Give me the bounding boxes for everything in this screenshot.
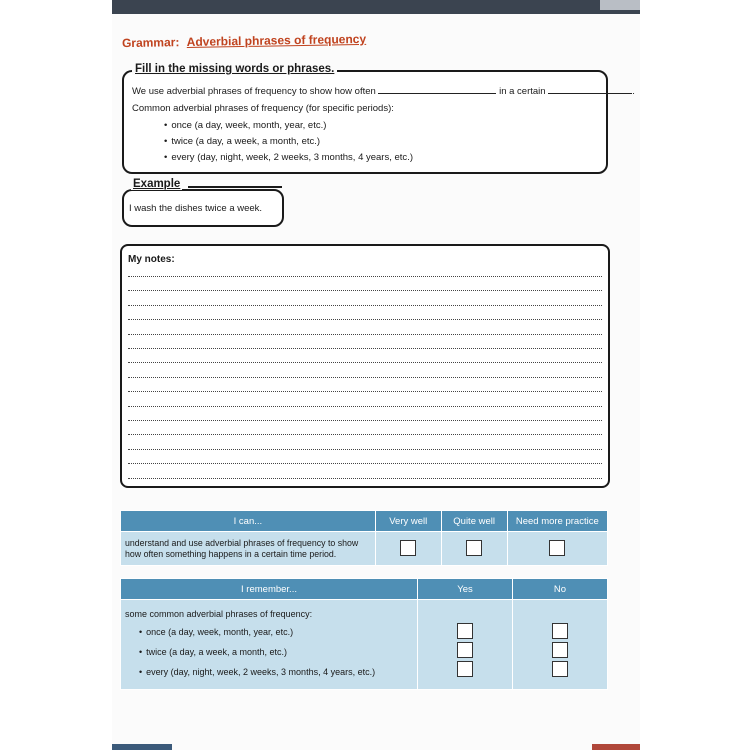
notes-line[interactable]: [128, 449, 602, 450]
header-yes: Yes: [418, 579, 513, 600]
checkbox-no-2[interactable]: [552, 642, 568, 658]
notes-line[interactable]: [128, 463, 602, 464]
notes-line[interactable]: [128, 290, 602, 291]
fill-line-2: Common adverbial phrases of frequency (for specific periods):: [132, 103, 394, 114]
checkbox-no-1[interactable]: [552, 623, 568, 639]
notes-line[interactable]: [128, 478, 602, 479]
notes-line[interactable]: [128, 434, 602, 435]
grammar-prefix: Grammar:: [121, 35, 180, 51]
can-row-text: understand and use adverbial phrases of frequency to show how often something happens in a certain time period.: [121, 532, 376, 566]
notes-line[interactable]: [128, 406, 602, 407]
checkbox-need-practice[interactable]: [549, 540, 565, 556]
checkbox-no-3[interactable]: [552, 661, 568, 677]
notes-label: My notes:: [128, 254, 175, 265]
notes-box: [120, 244, 610, 488]
notes-line[interactable]: [128, 334, 602, 335]
header-i-remember: I remember...: [121, 579, 418, 600]
example-title-rule: [188, 186, 282, 188]
remember-item-2: • twice (a day, a week, a month, etc.): [125, 642, 413, 662]
notes-line[interactable]: [128, 305, 602, 306]
notes-line[interactable]: [128, 420, 602, 421]
fill-line-1: We use adverbial phrases of frequency to show how often in a certain .: [132, 86, 635, 97]
fill-in-box: [122, 70, 635, 174]
bottom-left-accent: [112, 744, 172, 750]
remember-item-1: • once (a day, week, month, year, etc.): [125, 622, 413, 642]
remember-item-3: • every (day, night, week, 2 weeks, 3 months, 4 years, etc.): [125, 662, 413, 682]
notes-line[interactable]: [128, 319, 602, 320]
top-banner: [112, 0, 640, 14]
fill-in-title: Fill in the missing words or phrases.: [132, 63, 337, 75]
notes-line[interactable]: [128, 348, 602, 349]
notes-line[interactable]: [128, 362, 602, 363]
bottom-right-accent: [592, 744, 640, 750]
example-title: Example: [133, 178, 181, 190]
notes-line[interactable]: [128, 391, 602, 392]
fill-bullet-1: • once (a day, week, month, year, etc.): [164, 120, 326, 131]
header-need-practice: Need more practice: [507, 511, 607, 532]
notes-line[interactable]: [128, 377, 602, 378]
checkbox-very-well[interactable]: [400, 540, 416, 556]
fill-bullet-2: • twice (a day, a week, a month, etc.): [164, 136, 320, 147]
checkbox-yes-1[interactable]: [457, 623, 473, 639]
top-banner-accent: [600, 0, 640, 10]
checkbox-yes-3[interactable]: [457, 661, 473, 677]
header-i-can: I can...: [121, 511, 376, 532]
example-text: I wash the dishes twice a week.: [129, 203, 263, 214]
self-assessment-table: [120, 510, 608, 566]
checkbox-yes-2[interactable]: [457, 642, 473, 658]
example-box: [122, 189, 284, 227]
header-quite-well: Quite well: [441, 511, 507, 532]
fill-bullet-3: • every (day, night, week, 2 weeks, 3 months, 4 years, etc.): [164, 152, 413, 163]
blank-1[interactable]: [378, 93, 496, 94]
header-no: No: [512, 579, 607, 600]
notes-line[interactable]: [128, 276, 602, 277]
grammar-title: Adverbial phrases of frequency: [186, 31, 367, 49]
checkbox-quite-well[interactable]: [466, 540, 482, 556]
blank-2[interactable]: [548, 93, 632, 94]
header-very-well: Very well: [375, 511, 441, 532]
remember-table: [120, 578, 608, 690]
remember-intro: some common adverbial phrases of frequency:: [125, 609, 313, 619]
